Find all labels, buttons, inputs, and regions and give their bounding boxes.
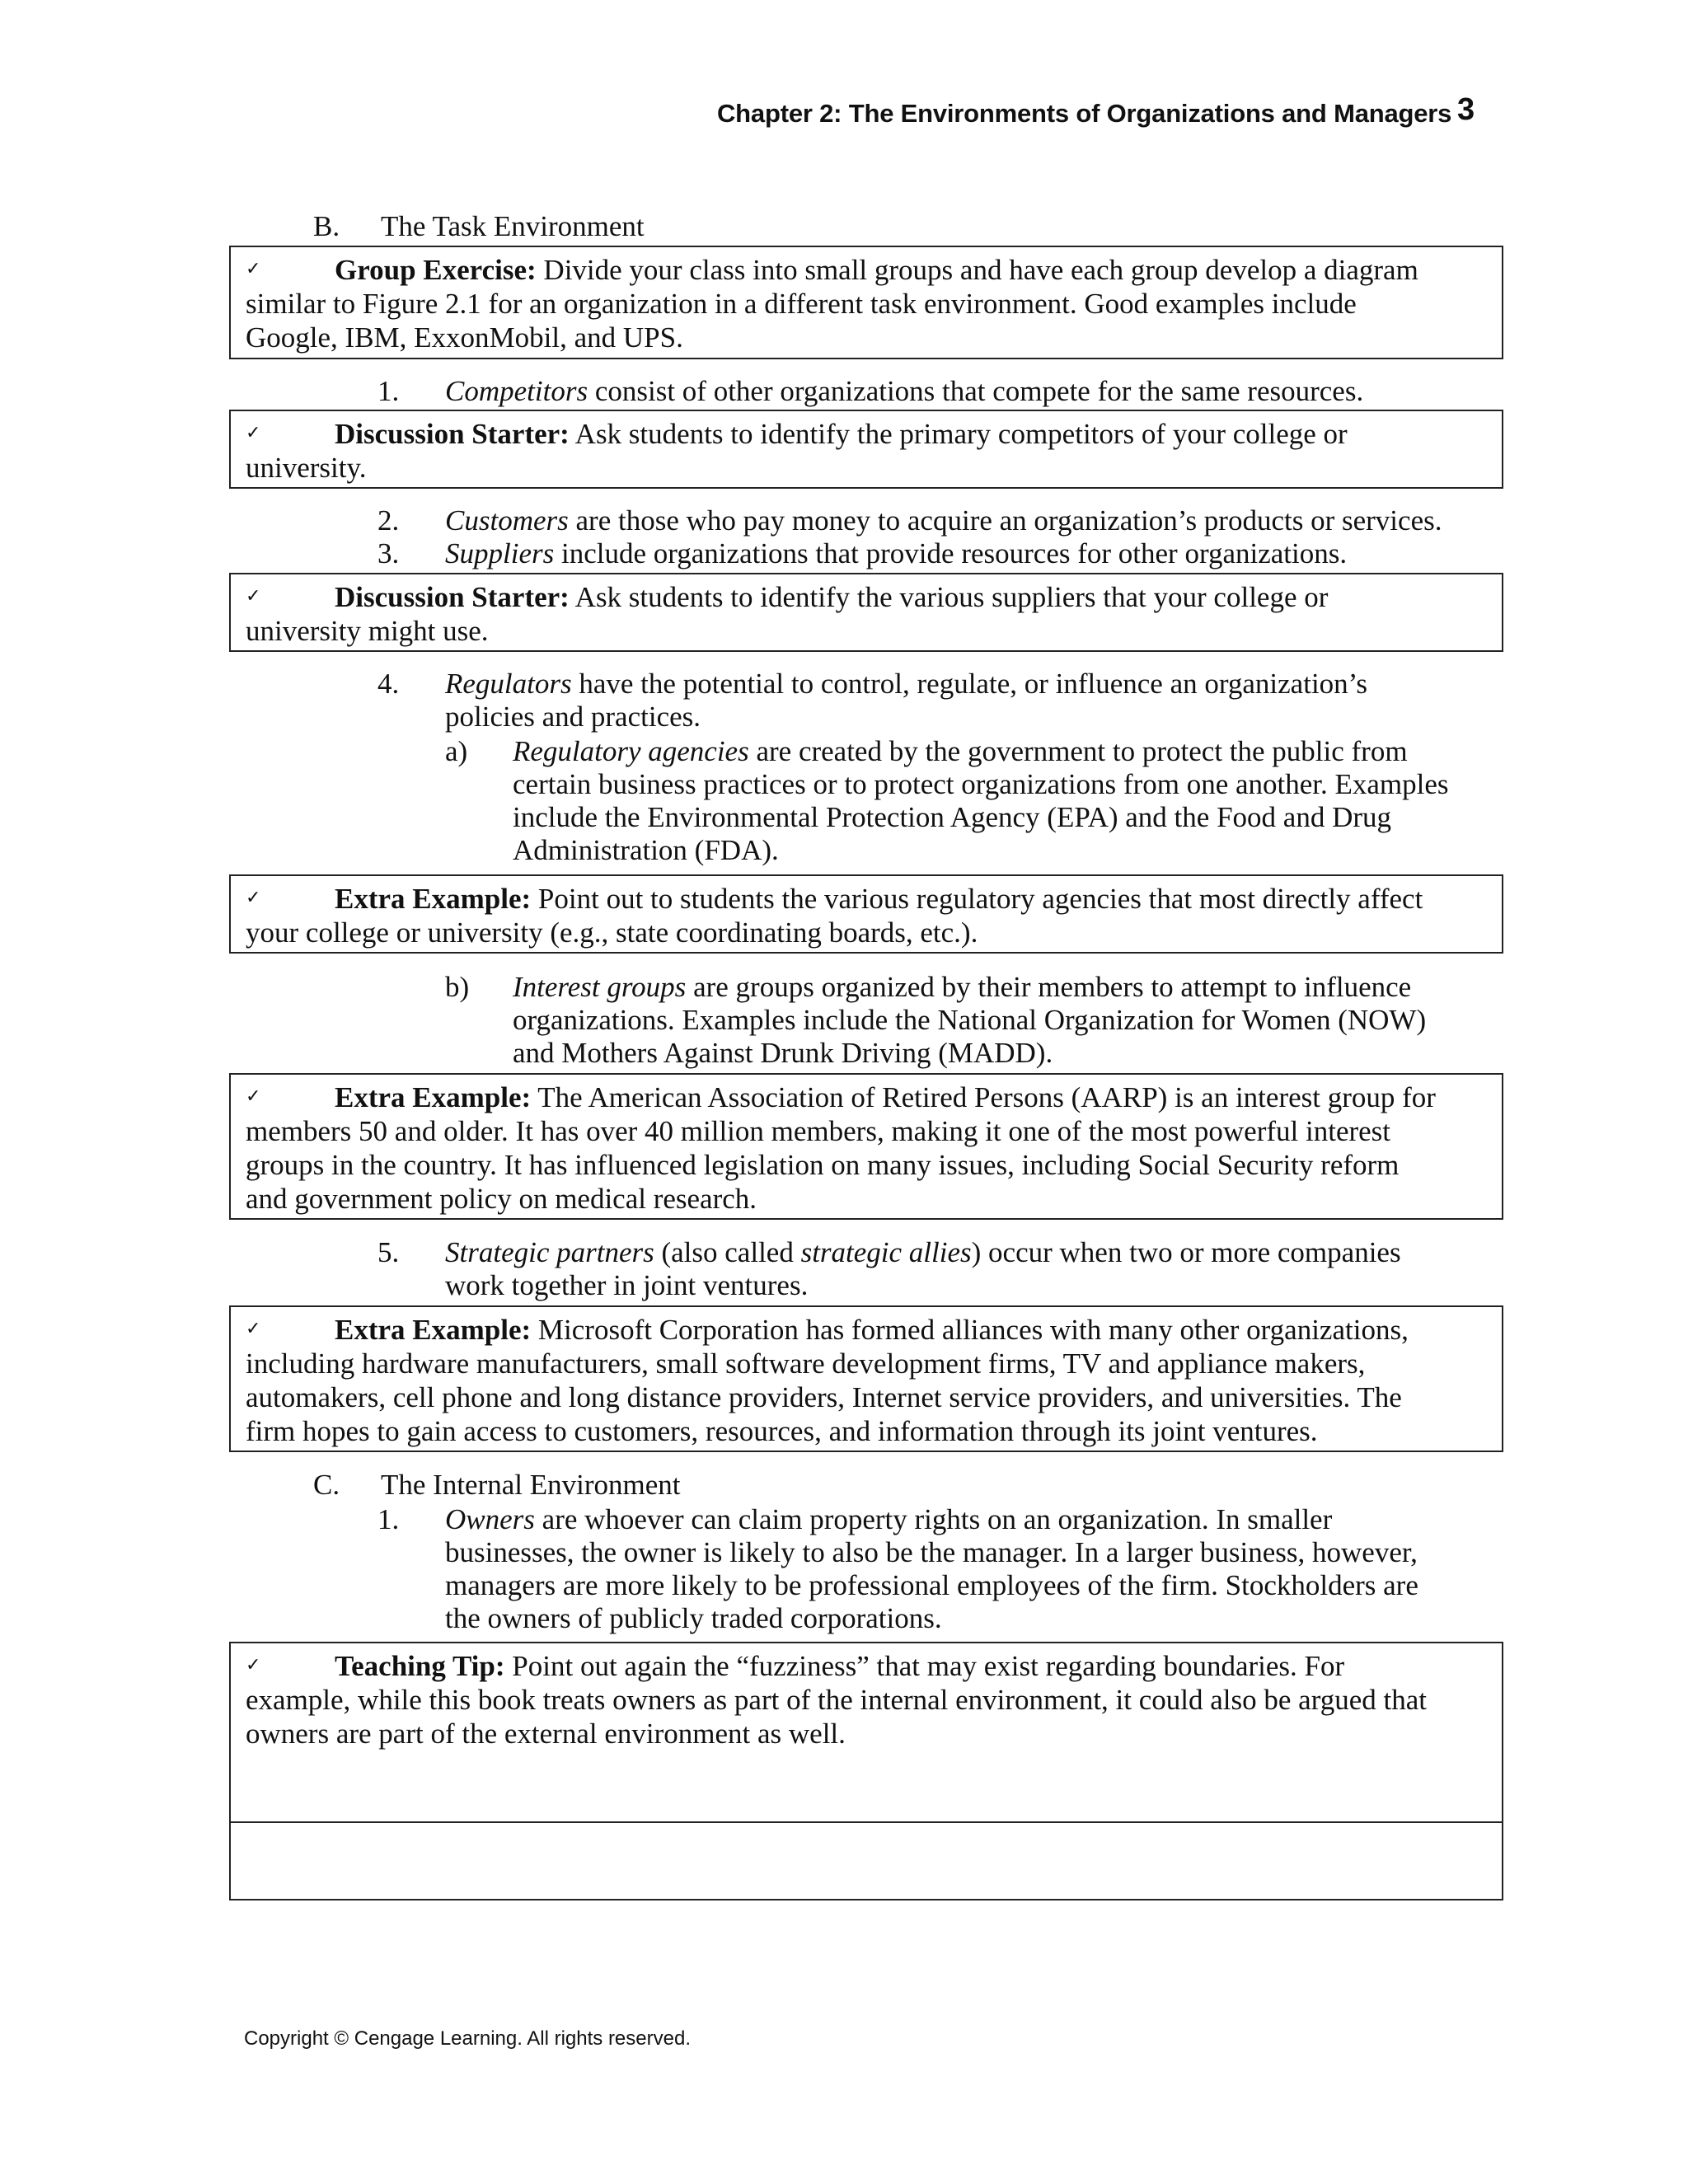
item-text: include the Environmental Protection Agency (EPA) and the Food and Drug (513, 801, 1391, 833)
group-exercise-box (229, 246, 1503, 359)
check-mark-icon: ✓ (246, 586, 261, 607)
item-text: are created by the government to protect the public from (748, 735, 1408, 767)
item-text: (also called (654, 1236, 801, 1268)
section-c-title: The Internal Environment (381, 1469, 681, 1501)
list-number: 4. (377, 668, 400, 700)
extra-example-box-regulatory (229, 874, 1503, 954)
box-text: Point out to students the various regulatory agencies that most directly affect (531, 883, 1423, 915)
check-mark-icon: ✓ (246, 423, 261, 443)
item-text: work together in joint ventures. (445, 1269, 809, 1301)
box-text: and government policy on medical research. (246, 1183, 757, 1215)
list-item-owners (377, 1503, 1332, 1536)
box-text: firm hopes to gain access to customers, resources, and information through its joint ventures. (246, 1415, 1318, 1447)
box-text: automakers, cell phone and long distance providers, Internet service providers, and universities. The (246, 1381, 1402, 1413)
box-text: your college or university (e.g., state coordinating boards, etc.). (246, 916, 978, 949)
box-text: example, while this book treats owners as part of the internal environment, it could also be argued that (246, 1684, 1427, 1716)
box-text: owners are part of the external environment as well. (246, 1718, 846, 1750)
running-head: Chapter 2: The Environments of Organizations and Managers (717, 99, 1452, 128)
box-text: Point out again the “fuzziness” that may exist regarding boundaries. For (504, 1650, 1345, 1682)
list-number: 1. (377, 375, 400, 407)
box-label: Teaching Tip: (335, 1650, 505, 1682)
list-number: 2. (377, 504, 400, 537)
list-number: 5. (377, 1236, 400, 1268)
box-label: Discussion Starter: (335, 581, 570, 613)
box-text: Divide your class into small groups and have each group develop a diagram (536, 254, 1418, 286)
item-text: ) occur when two or more companies (971, 1236, 1401, 1268)
box-label: Group Exercise: (335, 254, 537, 286)
term: Interest groups (513, 971, 687, 1003)
empty-box (229, 1821, 1503, 1900)
box-text: university might use. (246, 615, 489, 647)
check-mark-icon: ✓ (246, 888, 261, 908)
item-text: and Mothers Against Drunk Driving (MADD). (513, 1037, 1053, 1069)
sub-item-regulatory-agencies (445, 735, 1408, 768)
list-number: 1. (377, 1503, 400, 1535)
term: Owners (445, 1503, 535, 1535)
item-text: are groups organized by their members to attempt to influence (686, 971, 1412, 1003)
section-b-letter: B. (313, 210, 340, 242)
sub-item-interest-groups (445, 971, 1411, 1004)
section-c-letter: C. (313, 1469, 340, 1501)
list-item-regulators (377, 668, 1367, 701)
list-number: 3. (377, 537, 400, 569)
section-b-title: The Task Environment (381, 210, 645, 242)
item-text: are those who pay money to acquire an organization’s products or services. (568, 504, 1442, 537)
item-text: organizations. Examples include the National Organization for Women (NOW) (513, 1004, 1427, 1036)
term: Competitors (445, 375, 588, 407)
term: Suppliers (445, 537, 555, 569)
page-number: 3 (1457, 92, 1475, 127)
box-text: university. (246, 452, 367, 484)
box-text: similar to Figure 2.1 for an organization in a different task environment. Good examples include (246, 288, 1357, 320)
term: Strategic partners (445, 1236, 654, 1268)
term: Customers (445, 504, 569, 537)
box-label: Extra Example: (335, 883, 532, 915)
item-text: the owners of publicly traded corporations. (445, 1602, 942, 1634)
item-text: certain business practices or to protect organizations from one another. Examples (513, 768, 1449, 800)
box-text: The American Association of Retired Persons (AARP) is an interest group for (531, 1081, 1436, 1113)
term: Regulators (445, 668, 572, 700)
extra-example-box-aarp (229, 1073, 1503, 1220)
item-text: Administration (FDA). (513, 834, 779, 866)
term: Regulatory agencies (513, 735, 749, 767)
box-text: Ask students to identify the various suppliers that your college or (569, 581, 1329, 613)
list-item-competitors (377, 375, 1363, 408)
item-text: policies and practices. (445, 701, 701, 733)
check-mark-icon: ✓ (246, 1319, 261, 1339)
box-text: including hardware manufacturers, small software development firms, TV and appliance makers, (246, 1347, 1366, 1380)
box-text: members 50 and older. It has over 40 million members, making it one of the most powerful interest (246, 1115, 1391, 1147)
item-text: are whoever can claim property rights on an organization. In smaller (534, 1503, 1333, 1535)
item-text: managers are more likely to be professional employees of the firm. Stockholders are (445, 1569, 1418, 1601)
item-text: businesses, the owner is likely to also be the manager. In a larger business, however, (445, 1536, 1418, 1568)
section-c-heading (313, 1469, 680, 1502)
copyright-footer: Copyright © Cengage Learning. All rights reserved. (244, 2027, 691, 2050)
discussion-starter-box-suppliers (229, 573, 1503, 652)
term: strategic allies (800, 1236, 972, 1268)
discussion-starter-box-competitors (229, 410, 1503, 489)
sub-letter: b) (445, 971, 470, 1003)
item-text: have the potential to control, regulate, or influence an organization’s (571, 668, 1368, 700)
list-item-customers (377, 504, 1442, 537)
section-b-heading (313, 210, 645, 243)
extra-example-box-microsoft (229, 1305, 1503, 1452)
check-mark-icon: ✓ (246, 259, 261, 279)
box-text: Microsoft Corporation has formed alliances with many other organizations, (531, 1314, 1409, 1346)
list-item-strategic-partners (377, 1236, 1401, 1269)
teaching-tip-box (229, 1642, 1503, 1823)
box-text: groups in the country. It has influenced legislation on many issues, including Social Security reform (246, 1149, 1400, 1181)
item-text: consist of other organizations that compete for the same resources. (588, 375, 1364, 407)
sub-letter: a) (445, 735, 468, 767)
box-label: Discussion Starter: (335, 418, 570, 450)
list-item-suppliers (377, 537, 1347, 570)
check-mark-icon: ✓ (246, 1655, 261, 1675)
item-text: include organizations that provide resources for other organizations. (554, 537, 1348, 569)
box-label: Extra Example: (335, 1314, 532, 1346)
box-text: Google, IBM, ExxonMobil, and UPS. (246, 321, 683, 354)
box-text: Ask students to identify the primary competitors of your college or (569, 418, 1348, 450)
box-label: Extra Example: (335, 1081, 532, 1113)
check-mark-icon: ✓ (246, 1086, 261, 1107)
